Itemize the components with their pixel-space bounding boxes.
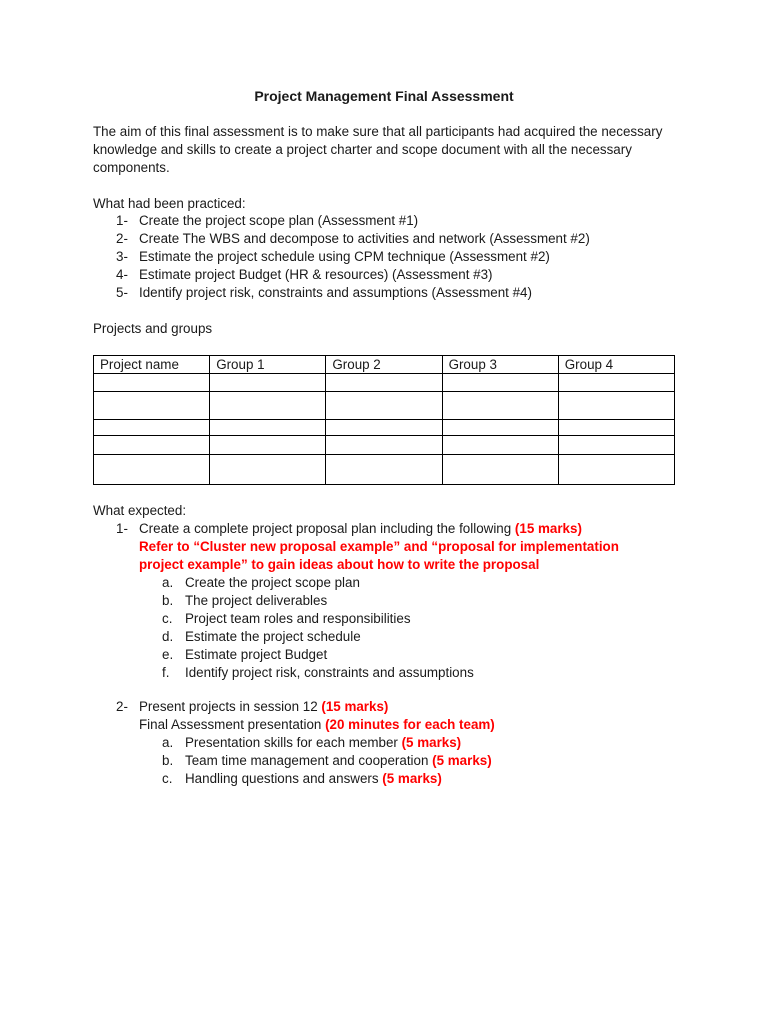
table-cell [558, 392, 674, 420]
table-row [94, 436, 675, 455]
table-cell [326, 392, 442, 420]
proposal-subitems [139, 574, 693, 682]
table-cell [210, 420, 326, 436]
table-header-row [94, 356, 675, 374]
table-cell [94, 374, 210, 392]
expected-list [93, 520, 693, 682]
table-cell [442, 374, 558, 392]
table-row [94, 455, 675, 485]
marks-label: (15 marks) [321, 699, 389, 714]
intro-paragraph: The aim of this final assessment is to make sure that all participants had acquired the necessary knowledge and skills to create a project charter and scope document with all the necessary components. [93, 124, 663, 175]
marks-label: (5 marks) [432, 753, 492, 768]
list-item: 1- Create a complete project proposal plan including the following (15 marks) Refer to “Cluster new proposal example” and “proposal for implementation project example” to gain ideas about how to write the proposal a. Create the project scope plan b. The project deliverables c. Project team roles and responsibilities d. Estimate the project schedule e. Estimate project Budget f. Identify project risk, constraints and assumptions [93, 520, 693, 682]
list-item: c. Project team roles and responsibilities [162, 611, 411, 626]
table-cell [94, 436, 210, 455]
expected-heading: What expected: [93, 503, 187, 518]
marks-label: (20 minutes for each team) [325, 717, 495, 732]
proposal-note: Refer to “Cluster new proposal example” and “proposal for implementation project example” to gain ideas about how to write the proposal [139, 539, 619, 572]
list-item: 3- Estimate the project schedule using CPM technique (Assessment #2) [116, 249, 550, 264]
column-header-project-name: Project name [94, 356, 210, 374]
document-title: Project Management Final Assessment [254, 88, 514, 104]
table-cell [558, 420, 674, 436]
list-item: e. Estimate project Budget [162, 647, 328, 662]
table-cell [210, 374, 326, 392]
table-cell [326, 436, 442, 455]
table-row [94, 392, 675, 420]
list-item: 2- Create The WBS and decompose to activities and network (Assessment #2) [116, 231, 590, 246]
table-cell [326, 455, 442, 485]
marks-label: (5 marks) [382, 771, 442, 786]
table-cell [210, 392, 326, 420]
projects-groups-table [93, 355, 675, 485]
table-cell [326, 420, 442, 436]
table-cell [210, 436, 326, 455]
list-item: b. Team time management and cooperation (5 marks) [162, 753, 492, 768]
expected-list-continued [93, 698, 693, 788]
table-cell [94, 455, 210, 485]
projects-heading: Projects and groups [93, 321, 213, 336]
list-item: 1- Create the project scope plan (Assessment #1) [116, 213, 419, 228]
column-header-group-3: Group 3 [442, 356, 558, 374]
table-cell [326, 374, 442, 392]
marks-label: (5 marks) [401, 735, 462, 750]
practiced-list [93, 212, 693, 302]
table-cell [442, 420, 558, 436]
table-cell [442, 392, 558, 420]
list-item: b. The project deliverables [162, 593, 328, 608]
table-cell [94, 392, 210, 420]
column-header-group-1: Group 1 [210, 356, 326, 374]
table-cell [94, 420, 210, 436]
table-cell [558, 374, 674, 392]
table-cell [442, 436, 558, 455]
list-item: 5- Identify project risk, constraints and assumptions (Assessment #4) [116, 285, 532, 300]
list-item: f. Identify project risk, constraints and assumptions [162, 665, 474, 680]
list-item: 4- Estimate project Budget (HR & resources) (Assessment #3) [116, 267, 493, 282]
list-item: a. Create the project scope plan [162, 575, 360, 590]
column-header-group-2: Group 2 [326, 356, 442, 374]
table-cell [558, 436, 674, 455]
marks-label: (15 marks) [514, 521, 582, 536]
column-header-group-4: Group 4 [558, 356, 674, 374]
table-cell [558, 455, 674, 485]
list-item: c. Handling questions and answers (5 marks) [162, 771, 442, 786]
presentation-subitems [139, 734, 693, 788]
table-row [94, 420, 675, 436]
table-cell [210, 455, 326, 485]
table-cell [442, 455, 558, 485]
list-item: a. Presentation skills for each member (5 marks) [162, 735, 462, 750]
list-item: 2- Present projects in session 12 (15 marks) Final Assessment presentation (20 minutes for each team) a. Presentation skills for each member (5 marks) b. Team time management and cooperation (5 marks) c. Handling questions and answers (5 marks) [93, 698, 693, 788]
table-row [94, 374, 675, 392]
list-item: d. Estimate the project schedule [162, 629, 361, 644]
presentation-line: Final Assessment presentation (20 minutes for each team) [139, 717, 495, 732]
practiced-heading: What had been practiced: [93, 196, 246, 211]
